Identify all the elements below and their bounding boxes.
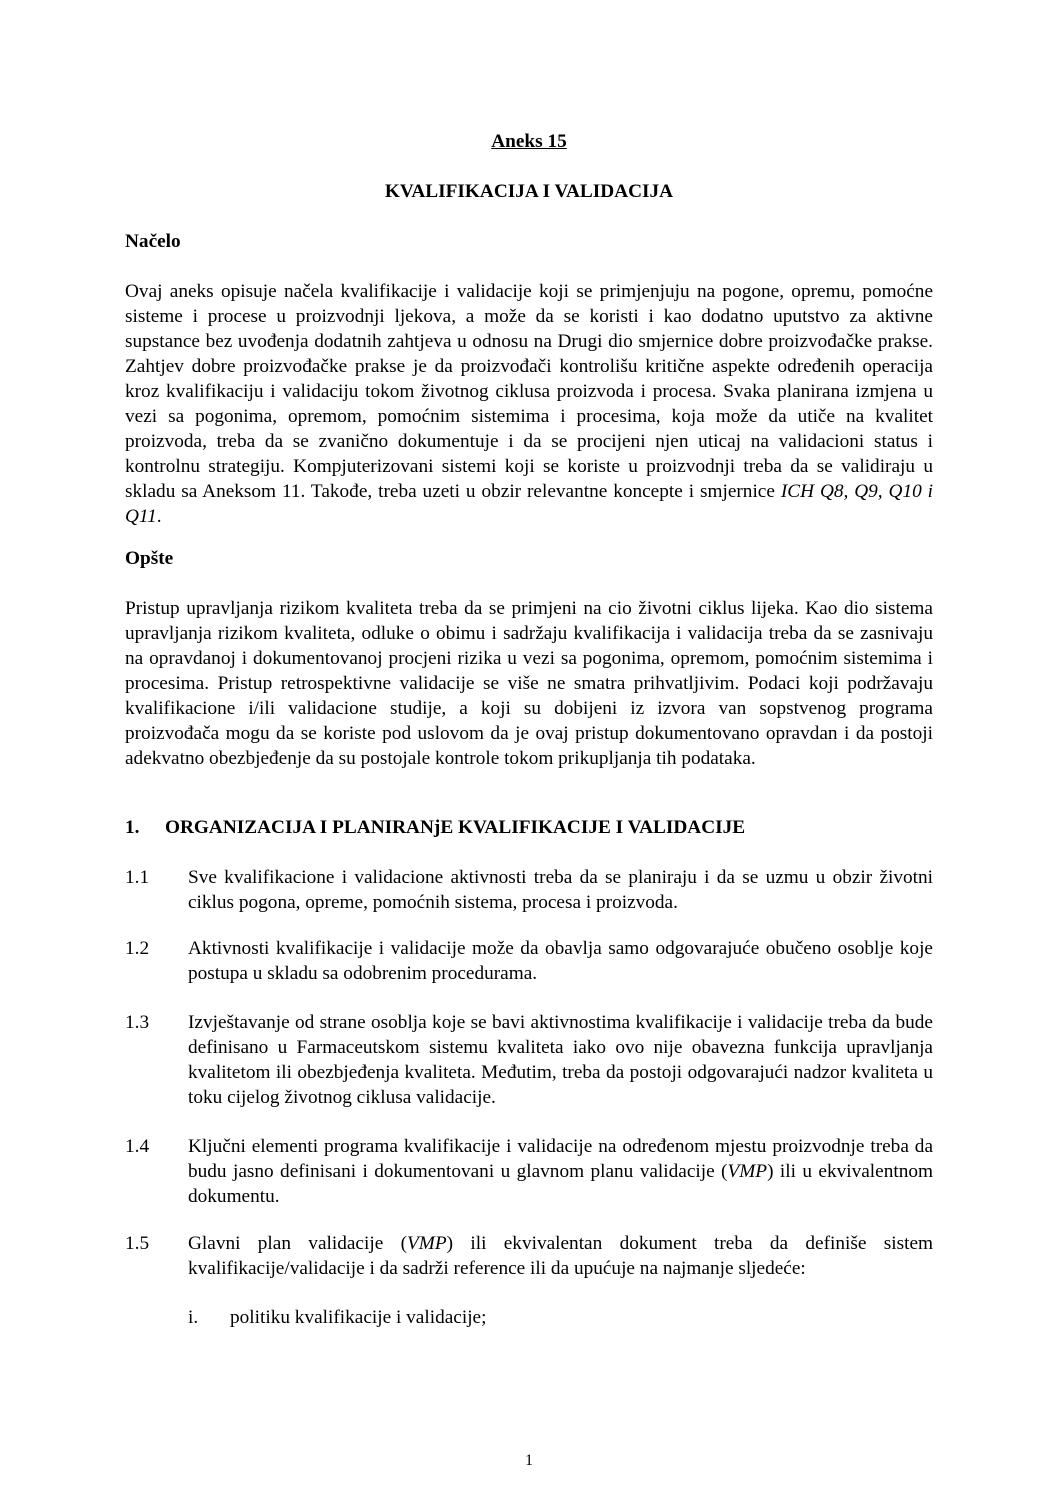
- subitem-i: [188, 1305, 933, 1330]
- item-text-part: ) ili u ekvivalentnom dokumentu.: [188, 1161, 933, 1207]
- item-number: 1.1: [125, 867, 150, 888]
- page-number: 1: [525, 1452, 533, 1469]
- item-text-part: Glavni plan validacije (: [188, 1233, 407, 1254]
- section-1-number: 1.: [125, 817, 140, 838]
- item-1-1: [125, 865, 933, 915]
- principle-paragraph: [125, 279, 933, 529]
- annex-title: Aneks 15: [491, 131, 567, 152]
- principle-text: Ovaj aneks opisuje načela kvalifikacije i validacije koji se primjenjuju na pogone, opremu, pomoćne sisteme i procese u proizvodnji ljekova, a može da se koristi i kao dodatno uputstvo za aktivne supstance bez uvođenja dodatnih zahtjeva u odnosu na Drugi dio smjernice dobre proizvođačke prakse. Zahtjev dobre proizvođačke prakse je da proizvođači kontrolišu kritične aspekte određenih operacija kroz kvalifikaciju i validaciju tokom životnog ciklusa proizvoda i procesa. Svaka planirana izmjena u vezi sa pogonima, opremom, pomoćnim sistemima i procesima, koja može da utiče na kvalitet proizvoda, treba da se zvanično dokumentuje i da se procijeni njen uticaj na validacioni status i kontrolnu strategiju. Kompjuterizovani sistemi koji se koriste u proizvodnji treba da se validiraju u skladu sa Aneksom 11. Takođe, treba uzeti u obzir relevantne koncepte i smjernice: [125, 281, 933, 502]
- item-1-4: [125, 1134, 933, 1209]
- item-1-5: [125, 1231, 933, 1281]
- principle-text-end: .: [156, 506, 162, 527]
- item-text: [188, 1231, 933, 1281]
- general-heading: Opšte: [125, 548, 174, 569]
- section-1-title: ORGANIZACIJA I PLANIRANjE KVALIFIKACIJE I VALIDACIJE: [165, 817, 746, 838]
- item-text: [188, 1134, 933, 1209]
- item-text: Sve kvalifikacione i validacione aktivnosti treba da se planiraju i da se uzmu u obzir životni ciklus pogona, opreme, pomoćnih sistema, procesa i proizvoda.: [188, 867, 933, 913]
- item-text: Aktivnosti kvalifikacije i validacije može da obavlja samo odgovarajuće obučeno osoblje koje postupa u skladu sa odobrenim procedurama.: [188, 938, 933, 984]
- vmp-abbreviation: VMP: [407, 1233, 447, 1254]
- principle-ich-reference: ICH Q8, Q9, Q10 i Q11: [125, 481, 933, 527]
- item-text-part: Ključni elementi programa kvalifikacije i validacije na određenom mjestu proizvodnje treba da budu jasno definisani i dokumentovani u glavnom planu validacije (: [188, 1136, 933, 1182]
- item-text: Izvještavanje od strane osoblja koje se bavi aktivnostima kvalifikacije i validacije treba da bude definisano u Farmaceutskom sistemu kvaliteta iako ovo nije obavezna funkcija upravljanja kvalitetom ili obezbjeđenja kvaliteta. Međutim, treba da postoji odgovarajući nadzor kvaliteta u toku cijelog životnog ciklusa validacije.: [188, 1012, 933, 1108]
- principle-heading: Načelo: [125, 231, 181, 252]
- subitem-text: politiku kvalifikacije i validacije;: [230, 1307, 487, 1328]
- item-1-2: [125, 936, 933, 986]
- general-paragraph: Pristup upravljanja rizikom kvaliteta treba da se primjeni na cio životni ciklus lijeka. Kao dio sistema upravljanja rizikom kvaliteta, odluke o obimu i sadržaju kvalifikacija i validacija treba da se zasnivaju na opravdanoj i dokumentovanoj procjeni rizika u vezi sa pogonima, opremom, pomoćnim sistemima i procesima. Pristup retrospektivne validacije se više ne smatra prihvatljivim. Podaci koji podržavaju kvalifikacione i/ili validacione studije, a koji su dobijeni iz izvora van sopstvenog programa proizvođača mogu da se koriste pod uslovom da je ovaj pristup dokumentovano opravdan i da postoji adekvatno obezbjeđenje da su postojale kontrole tokom prikupljanja tih podataka.: [125, 598, 933, 769]
- main-title: KVALIFIKACIJA I VALIDACIJA: [384, 181, 674, 202]
- vmp-abbreviation: VMP: [727, 1161, 768, 1182]
- item-number: 1.2: [125, 938, 150, 959]
- item-1-3: [125, 1010, 933, 1110]
- subitem-number: i.: [188, 1307, 199, 1328]
- section-1-heading: [125, 815, 933, 840]
- item-text-part: ) ili ekvivalentan dokument treba da definiše sistem kvalifikacije/validacije i da sadrži reference ili da upućuje na najmanje sljedeće:: [188, 1233, 934, 1279]
- item-number: 1.3: [125, 1012, 150, 1033]
- item-number: 1.4: [125, 1136, 150, 1157]
- item-number: 1.5: [125, 1233, 150, 1254]
